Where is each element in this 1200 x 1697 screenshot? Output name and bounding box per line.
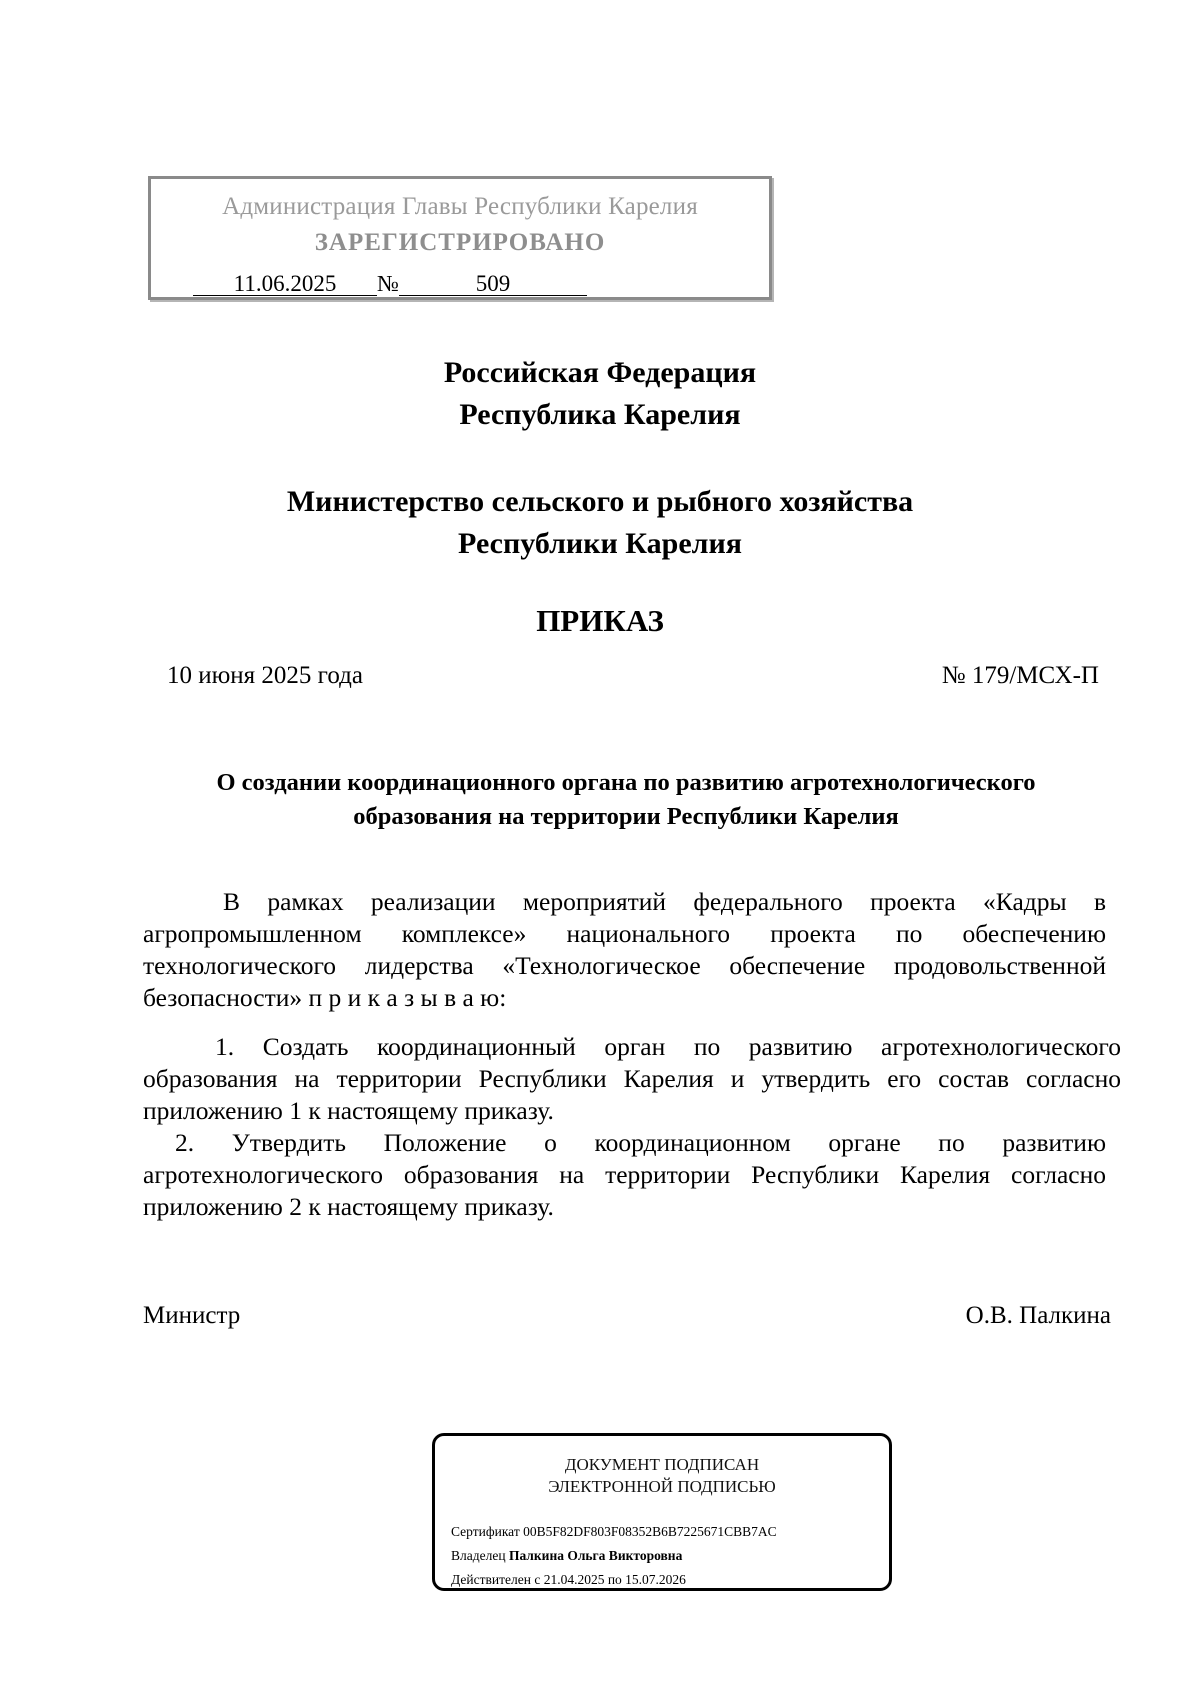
order-item-1: 1. Создать координационный орган по развитию агротехнологического образования на территории Республики Карелия и утвердить его состав согласно приложению 1 к настоящему приказу. [143, 1032, 1121, 1125]
esig-valid-label: Действителен [451, 1572, 531, 1587]
order-subject [140, 766, 1112, 834]
esig-heading [435, 1454, 889, 1498]
esig-certificate-row [451, 1523, 777, 1541]
registration-number: 509 [399, 273, 587, 296]
esig-heading-line-2: ЭЛЕКТРОННОЙ ПОДПИСЬЮ [548, 1477, 776, 1496]
signatory-name: О.В. Палкина [965, 1302, 1111, 1329]
esig-valid-from-prefix: с [534, 1572, 541, 1587]
registration-status: ЗАРЕГИСТРИРОВАНО [314, 229, 606, 256]
order-item-2: 2. Утвердить Положение о координационном органе по развитию агротехнологического образования на территории Республики Карелия согласно приложению 2 к настоящему приказу. [143, 1128, 1106, 1221]
electronic-signature-stamp [432, 1433, 892, 1591]
esig-certificate-label: Сертификат [451, 1524, 520, 1539]
order-date: 10 июня 2025 года [167, 662, 363, 689]
subject-line-1: О создании координационного органа по развитию агротехнологического [216, 769, 1036, 796]
ministry-line-2: Республики Карелия [458, 527, 742, 560]
ministry-heading [0, 481, 1200, 565]
esig-valid-to: 15.07.2026 [625, 1572, 686, 1587]
esig-valid-from: 21.04.2025 [543, 1572, 605, 1587]
order-number: № 179/МСХ-П [941, 662, 1099, 689]
registration-organization: Администрация Главы Республики Карелия [222, 193, 698, 220]
registration-number-label: № [377, 271, 399, 296]
ministry-line-1: Министерство сельского и рыбного хозяйства [286, 485, 914, 518]
subject-line-2: образования на территории Республики Карелия [353, 803, 899, 830]
country-heading [0, 352, 1200, 436]
registration-date: 11.06.2025 [193, 273, 377, 296]
esig-certificate: 00B5F82DF803F08352B6B7225671CBB7AC [523, 1524, 777, 1539]
registration-stamp [148, 176, 772, 300]
esig-owner-row [451, 1547, 682, 1565]
intro-paragraph: В рамках реализации мероприятий федерального проекта «Кадры в агропромышленном комплексе» национального проекта по обеспечению технологического лидерства «Технологическое обеспечение продовольственной безопасности» п р и к а з ы в а ю: [143, 887, 1106, 1012]
esig-heading-line-1: ДОКУМЕНТ ПОДПИСАН [564, 1455, 760, 1474]
esig-valid-to-prefix: по [607, 1572, 622, 1587]
esig-validity-row [451, 1571, 686, 1589]
document-type-title: ПРИКАЗ [536, 603, 664, 638]
country-line-1: Российская Федерация [443, 356, 757, 389]
signatory-title: Министр [143, 1302, 241, 1329]
esig-owner-label: Владелец [451, 1548, 506, 1563]
registration-line [193, 271, 587, 297]
country-line-2: Республика Карелия [459, 398, 741, 431]
esig-owner: Палкина Ольга Викторовна [508, 1548, 683, 1563]
